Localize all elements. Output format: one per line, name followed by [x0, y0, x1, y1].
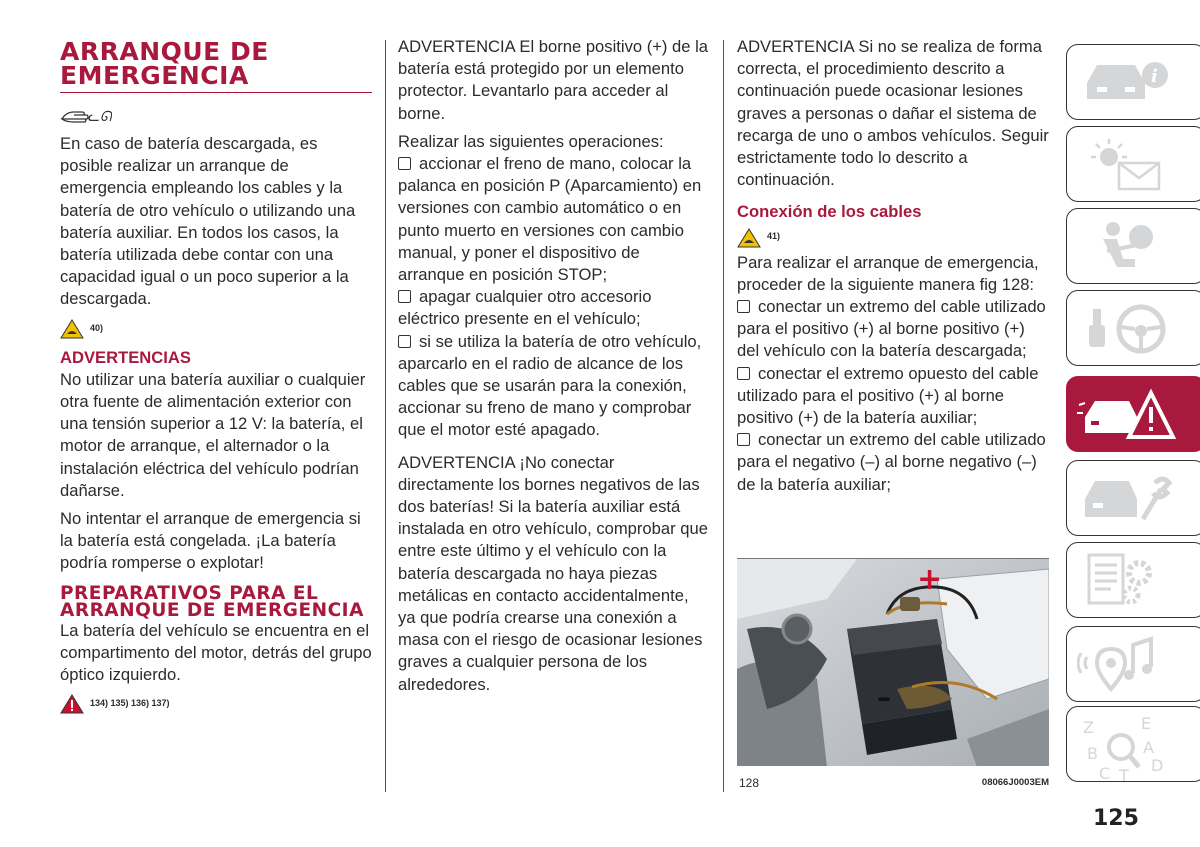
checkbox-bullet-icon: [398, 335, 411, 348]
tab-lights-messages[interactable]: [1066, 126, 1200, 202]
danger-ref-text: 134) 135) 136) 137): [90, 698, 170, 709]
tab-emergency[interactable]: [1066, 376, 1200, 452]
index-letter: D: [1151, 756, 1164, 775]
section-title-preparativos: PREPARATIVOS PARA EL ARRANQUE DE EMERGENCIA: [60, 582, 364, 622]
checkbox-bullet-icon: [737, 433, 750, 446]
prep-paragraph: La batería del vehículo se encuentra en el compartimento del motor, detrás del grupo óptico izquierdo.: [60, 620, 372, 685]
index-letter: T: [1119, 766, 1129, 783]
airbag-seat-icon: [1077, 215, 1177, 277]
document-gear-icon: [1077, 549, 1177, 611]
key-steering-wheel-icon: [1077, 297, 1177, 359]
index-letter: C: [1099, 764, 1111, 783]
checkbox-bullet-icon: [737, 300, 750, 313]
language-hand-icon: [60, 99, 372, 131]
list-item: accionar el freno de mano, colocar la palanca en posición P (Aparcamiento) en versiones con cambio automático o en punto muerto en versiones con cambio manual, y poner el dispositivo de arranque en posición STOP;: [398, 154, 702, 285]
list-item: conectar un extremo del cable utilizado para el positivo (+) al borne positivo (+) del vehículo con la batería descargada;: [737, 297, 1046, 361]
positive-terminal-marker: +: [917, 562, 943, 597]
tab-multimedia[interactable]: [1066, 626, 1200, 702]
advertencias-paragraph-1: No utilizar una batería auxiliar o cualquier otra fuente de alimentación exterior con una tensión superior a 12 V: la batería, el motor de arranque, el alternador o la instalación eléctrica del vehículo podrían dañarse.: [60, 369, 366, 500]
tab-index[interactable]: [1066, 706, 1200, 782]
page-number: 125: [1093, 806, 1139, 831]
alphabetical-index-icon: [1077, 713, 1177, 783]
advertencia-borne-paragraph: ADVERTENCIA El borne positivo (+) de la batería está protegido por un elemento protector. Levantarlo para acceder al borne.: [398, 37, 709, 123]
caution-triangle-icon: [737, 228, 761, 248]
figure-number: 128: [739, 776, 760, 790]
index-letter: B: [1087, 744, 1098, 763]
page-title: ARRANQUE DE EMERGENCIA: [60, 40, 372, 93]
conexion-heading: Conexión de los cables: [737, 202, 922, 222]
tab-specs[interactable]: [1066, 542, 1200, 618]
car-emergency-warning-icon: [1077, 383, 1177, 445]
figure-code: 08066J0003EM: [981, 777, 1049, 788]
list-item: apagar cualquier otro accesorio eléctrico presente en el vehículo;: [398, 287, 652, 329]
checkbox-bullet-icon: [398, 290, 411, 303]
advertencia-negativos-paragraph: ADVERTENCIA ¡No conectar directamente los bornes negativos de las dos baterías! Si la batería auxiliar está instalada en otro vehículo, comprobar que entre este último y el vehículo con la batería descargada no haya piezas metálicas en contacto accidentalmente, ya que podría crearse una conexión a masa con el riesgo de ocasionar lesiones graves a cualquier persona de los alrededores.: [398, 452, 708, 694]
danger-triangle-icon: [60, 694, 84, 714]
tab-car-info[interactable]: [1066, 44, 1200, 120]
checkbox-bullet-icon: [737, 367, 750, 380]
index-letter: Z: [1083, 718, 1094, 737]
column-3: [737, 36, 1049, 496]
multimedia-note-icon: [1077, 633, 1177, 695]
intro-paragraph: En caso de batería descargada, es posible realizar un arranque de emergencia empleando los cables y la batería de otro vehículo o utilizando una batería auxiliar. En todos los casos, la batería utilizada debe contar con una capacidad igual o un poco superior a la descargada.: [60, 134, 356, 309]
conexion-intro: Para realizar el arranque de emergencia, proceder de la siguiente manera fig 128:: [737, 252, 1039, 294]
advertencias-paragraph-2: No intentar el arranque de emergencia si la batería está congelada. ¡La batería podría romperse o explotar!: [60, 509, 361, 573]
danger-reference-134-137: [60, 692, 372, 714]
operations-intro: Realizar las siguientes operaciones:: [398, 131, 664, 151]
warning-ref-text: 40): [90, 322, 104, 333]
warning-reference-41: [737, 225, 1049, 247]
column-1: [60, 36, 372, 722]
list-item: si se utiliza la batería de otro vehículo, aparcarlo en el radio de alcance de los cables que se usarán para la conexión, accionar su freno de mano y comprobar que el motor esté apagado.: [398, 331, 702, 440]
tab-safety[interactable]: [1066, 208, 1200, 284]
svg-text:ᓚᘏ: ᓚᘏ: [88, 109, 112, 125]
advertencias-heading: ADVERTENCIAS: [60, 347, 191, 367]
car-wrench-icon: [1077, 467, 1177, 529]
advertencia-procedimiento-paragraph: ADVERTENCIA Si no se realiza de forma correcta, el procedimiento descrito a continuación puede ocasionar lesiones graves a personas o dañar el sistema de recarga de uno o ambos vehículos. Seguir estrictamente todo lo descrito a continuación.: [737, 37, 1049, 190]
warning-reference-40: [60, 317, 372, 339]
caution-triangle-icon: [60, 319, 84, 339]
column-2: [398, 36, 710, 702]
negative-terminal-marker: –: [877, 681, 891, 714]
index-letter: E: [1141, 714, 1152, 733]
warning-lights-icon: [1077, 133, 1177, 195]
car-info-icon: [1077, 51, 1177, 113]
svg-text:i: i: [1151, 66, 1158, 87]
warning-ref-text: 41): [767, 231, 781, 242]
figure-caption: [737, 776, 1049, 792]
index-letter: A: [1143, 738, 1154, 757]
tab-driving[interactable]: [1066, 290, 1200, 366]
tab-maintenance[interactable]: [1066, 460, 1200, 536]
list-item: conectar el extremo opuesto del cable utilizado para el positivo (+) al borne positivo (+) de la batería auxiliar;: [737, 363, 1039, 428]
checkbox-bullet-icon: [398, 157, 411, 170]
list-item: conectar un extremo del cable utilizado para el negativo (–) al borne negativo (–) de la batería auxiliar;: [737, 430, 1046, 494]
column-divider-1: [385, 40, 386, 792]
column-divider-2: [723, 40, 724, 792]
figure-battery-engine-bay: [737, 558, 1049, 766]
